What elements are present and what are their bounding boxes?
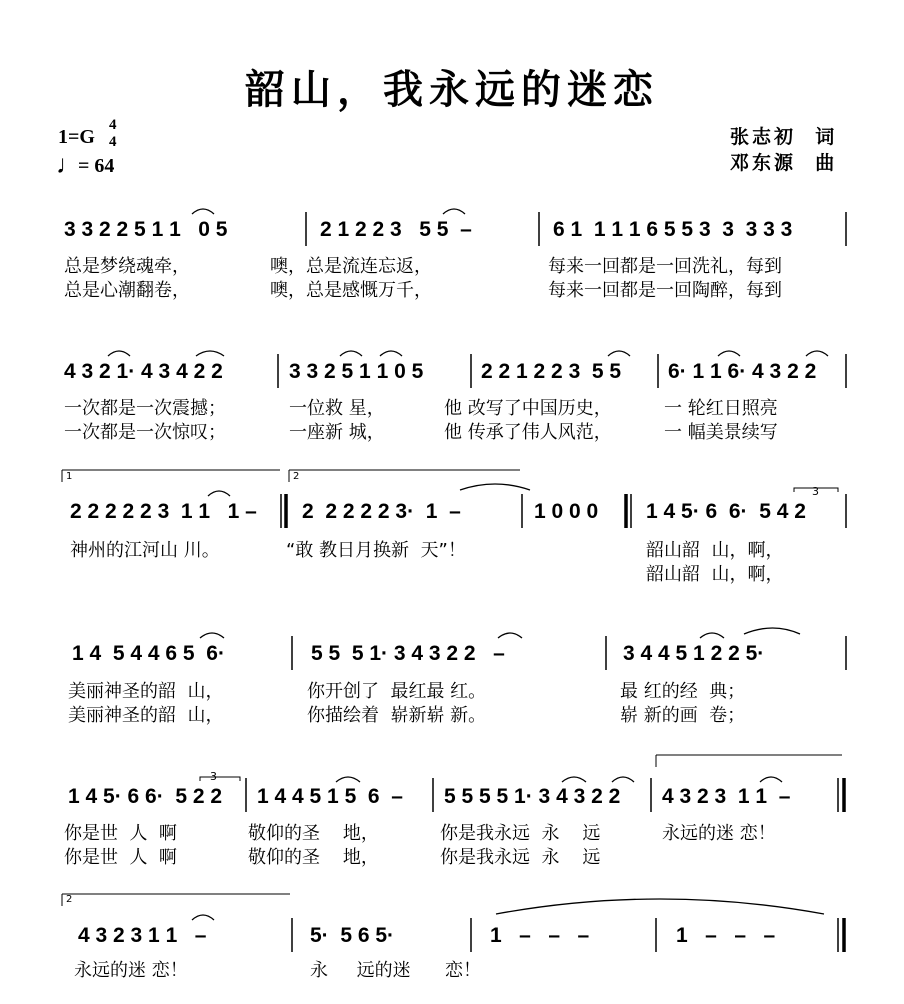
- notes-r1-m3: 6 1 1 1 1 6 5 5 3 3 3 3 3: [553, 218, 793, 241]
- notes-r2-m3: 2 2 1 2 2 3 5 5: [481, 360, 622, 383]
- lyric-r2-a1: 一次都是一次震撼；: [64, 398, 226, 419]
- lyric-r4-a2: 你开创了 最红最 红。: [307, 681, 487, 702]
- lyric-r3-a2: “敢 教日月换新 天”！: [286, 540, 466, 561]
- lyric-r5-a1: 你是世 人 啊: [64, 823, 177, 844]
- first-ending-number: 1: [66, 471, 73, 482]
- triplet-mark-2: 3: [210, 770, 217, 783]
- second-ending-number: 2: [293, 471, 300, 482]
- notes-r3-m2: 2 2 2 2 2 3· 1 –: [302, 500, 461, 523]
- notes-r6-m1: 4 3 2 3 1 1 –: [78, 924, 207, 947]
- triplet-bracket: [794, 488, 838, 492]
- slur: [200, 633, 224, 638]
- notes-r2-m1: 4 3 2 1· 4 3 4 2 2: [64, 360, 223, 383]
- lyric-r2-b3: 他 传承了伟人风范，: [444, 422, 612, 443]
- notes-r4-m1: 1 4 5 4 4 6 5 6·: [72, 642, 225, 665]
- lyric-r1-b2: 噢，总是感慨万千，: [270, 280, 432, 301]
- slur: [496, 899, 824, 914]
- slur: [718, 351, 740, 356]
- time-signature-bottom: 4: [109, 134, 117, 150]
- lyric-r4-a3: 最 红的经 典；: [620, 681, 746, 702]
- song-title: 韶山，我永远的迷恋: [245, 66, 659, 113]
- notes-r6-m3: 1 – – –: [490, 924, 590, 947]
- second-ending-number-2: 2: [66, 894, 73, 905]
- notes-r4-m3: 3 4 4 5 1 2 2 5·: [623, 642, 765, 665]
- slur: [744, 628, 800, 634]
- lyric-r6-a1: 永远的迷 恋！: [74, 960, 188, 981]
- slur: [192, 209, 214, 214]
- lyric-r2-a4: 一 轮红日照亮: [664, 398, 778, 419]
- slur: [208, 491, 230, 496]
- slur: [806, 351, 828, 356]
- lyric-r1-a1: 总是梦绕魂牵，: [64, 256, 190, 277]
- lyricist-credit: 张志初 词: [730, 126, 838, 148]
- notes-r4-m2: 5 5 5 1· 3 4 3 2 2 –: [311, 642, 505, 665]
- slur: [380, 351, 402, 356]
- lyric-r6-a2: 永 远的迷 恋！: [310, 960, 481, 981]
- lyric-r2-b1: 一次都是一次惊叹；: [64, 422, 226, 443]
- slur: [612, 777, 634, 782]
- lyric-r1-b3: 每来一回都是一回陶醉，每到: [548, 280, 782, 301]
- triplet-bracket: [200, 777, 240, 781]
- lyric-r5-a2: 敬仰的圣 地，: [248, 823, 379, 844]
- tempo-marking: = 64: [78, 155, 115, 177]
- lyric-r5-b3: 你是我永远 永 远: [440, 847, 601, 868]
- lyric-r4-b3: 崭 新的画 卷；: [620, 705, 746, 726]
- slur: [700, 633, 724, 638]
- lyric-r5-a3: 你是我永远 永 远: [440, 823, 601, 844]
- lyric-r2-b2: 一座新 城，: [289, 422, 385, 443]
- notes-r5-m3: 5 5 5 5 1· 3 4 3 2 2: [444, 785, 621, 808]
- lyric-r1-a3: 每来一回都是一回洗礼，每到: [548, 256, 782, 277]
- notes-r5-m2: 1 4 4 5 1 5 6 –: [257, 785, 403, 808]
- lyric-r2-a3: 他 改写了中国历史，: [444, 398, 612, 419]
- notes-r6-m4: 1 – – –: [676, 924, 776, 947]
- lyric-r3-a1: 神州的江河山 川。: [70, 540, 220, 561]
- time-signature-top: 4: [109, 117, 117, 133]
- lyric-r1-b1: 总是心潮翻卷，: [64, 280, 190, 301]
- quarter-note-icon: ♩: [56, 150, 82, 179]
- lyric-r4-a1: 美丽神圣的韶 山，: [68, 681, 224, 702]
- triplet-mark: 3: [812, 485, 819, 498]
- notes-r3-m4: 1 4 5· 6 6· 5 4 2: [646, 500, 806, 523]
- slur: [108, 351, 130, 356]
- slur: [340, 351, 362, 356]
- slur: [336, 777, 360, 782]
- notes-r6-m2: 5· 5 6 5·: [310, 924, 395, 947]
- slur: [192, 915, 214, 920]
- slur: [460, 484, 530, 490]
- lyric-r4-b2: 你描绘着 崭新崭 新。: [307, 705, 487, 726]
- lyric-r2-a2: 一位救 星，: [289, 398, 385, 419]
- notes-r2-m4: 6· 1 1 6· 4 3 2 2: [668, 360, 817, 383]
- lyric-r5-b2: 敬仰的圣 地，: [248, 847, 379, 868]
- notes-r3-m1: 2 2 2 2 2 3 1 1 1 –: [70, 500, 257, 523]
- notes-r2-m2: 3 3 2 5 1 1 0 5: [289, 360, 424, 383]
- slur: [498, 633, 522, 638]
- lyric-r3-a3: 韶山韶 山，啊，: [646, 540, 784, 561]
- notes-r1-m1: 3 3 2 2 5 1 1 0 5: [64, 218, 228, 241]
- lyric-r5-b1: 你是世 人 啊: [64, 847, 177, 868]
- lyric-r2-b4: 一 幅美景续写: [664, 422, 778, 443]
- notes-r1-m2: 2 1 2 2 3 5 5 –: [320, 218, 472, 241]
- slur: [562, 777, 586, 782]
- lyric-r1-a2: 噢，总是流连忘返，: [270, 256, 432, 277]
- slur: [608, 351, 630, 356]
- notes-r3-m3: 1 0 0 0: [534, 500, 599, 523]
- slur: [196, 351, 224, 356]
- lyric-r4-b1: 美丽神圣的韶 山，: [68, 705, 224, 726]
- notes-r5-m1: 1 4 5· 6 6· 5 2 2: [68, 785, 223, 808]
- slur: [760, 777, 782, 782]
- slur: [443, 209, 465, 214]
- composer-credit: 邓东源 曲: [730, 152, 838, 174]
- lyric-r5-a4: 永远的迷 恋！: [662, 823, 776, 844]
- notes-r5-m4: 4 3 2 3 1 1 –: [662, 785, 791, 808]
- key-signature: 1=G: [58, 126, 95, 148]
- lyric-r3-b1: 韶山韶 山，啊，: [646, 564, 784, 585]
